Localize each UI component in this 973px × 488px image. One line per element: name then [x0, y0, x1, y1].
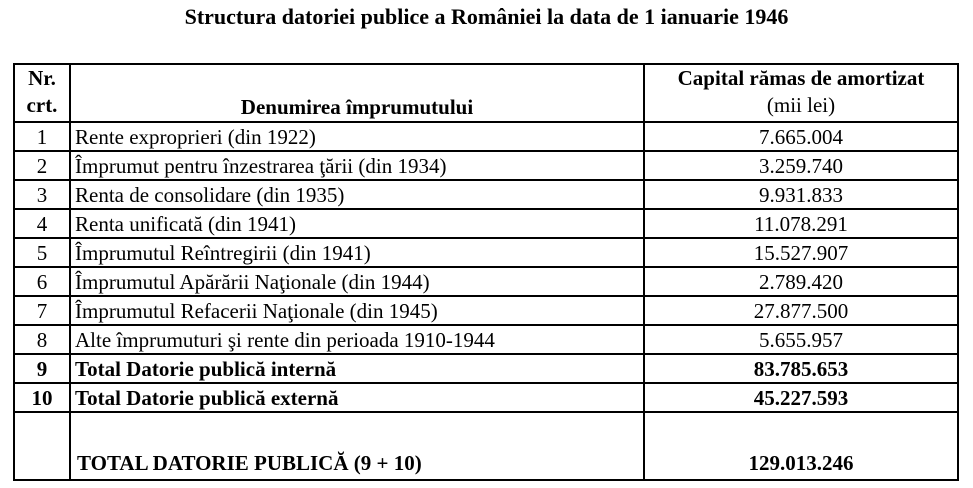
loan-name: Împrumutul Refacerii Naţionale (din 1945) — [70, 296, 644, 325]
loan-name: Renta unificată (din 1941) — [70, 209, 644, 238]
row-number — [14, 412, 70, 480]
loan-name: Împrumutul Reîntregirii (din 1941) — [70, 238, 644, 267]
header-capital — [644, 64, 958, 122]
capital-value: 5.655.957 — [644, 325, 958, 354]
table-header-row — [14, 64, 958, 122]
row-number: 3 — [14, 180, 70, 209]
capital-value: 11.078.291 — [644, 209, 958, 238]
header-nr-crt — [14, 64, 70, 122]
capital-value: 9.931.833 — [644, 180, 958, 209]
page-title: Structura datoriei publice a României la data de 1 ianuarie 1946 — [184, 4, 789, 29]
table-row — [14, 238, 958, 267]
table-row — [14, 267, 958, 296]
table-row — [14, 122, 958, 151]
table-row — [14, 180, 958, 209]
grand-total-row — [14, 412, 958, 480]
loan-name: Împrumutul Apărării Naţionale (din 1944) — [70, 267, 644, 296]
internal-debt-total-row — [14, 354, 958, 383]
grand-total-label: TOTAL DATORIE PUBLICĂ (9 + 10) — [70, 412, 644, 480]
row-number: 9 — [14, 354, 70, 383]
capital-value: 45.227.593 — [644, 383, 958, 412]
row-number: 1 — [14, 122, 70, 151]
capital-value: 15.527.907 — [644, 238, 958, 267]
row-number: 8 — [14, 325, 70, 354]
row-number: 10 — [14, 383, 70, 412]
table-row — [14, 209, 958, 238]
loan-name: Total Datorie publică externă — [70, 383, 644, 412]
capital-value: 3.259.740 — [644, 151, 958, 180]
row-number: 7 — [14, 296, 70, 325]
capital-value: 7.665.004 — [644, 122, 958, 151]
table-row — [14, 325, 958, 354]
header-capital-title: Capital rămas de amortizat — [677, 66, 925, 90]
public-debt-table — [13, 63, 959, 481]
loan-name: Împrumut pentru înzestrarea ţării (din 1934) — [70, 151, 644, 180]
row-number: 2 — [14, 151, 70, 180]
grand-total-value: 129.013.246 — [644, 412, 958, 480]
loan-name: Renta de consolidare (din 1935) — [70, 180, 644, 209]
loan-name: Rente exproprieri (din 1922) — [70, 122, 644, 151]
header-nr-line1: Nr. — [28, 66, 56, 90]
capital-value: 83.785.653 — [644, 354, 958, 383]
header-capital-unit: (mii lei) — [766, 93, 836, 117]
external-debt-total-row — [14, 383, 958, 412]
loan-name: Total Datorie publică internă — [70, 354, 644, 383]
capital-value: 27.877.500 — [644, 296, 958, 325]
header-nr-line2: crt. — [26, 93, 58, 117]
table-row — [14, 151, 958, 180]
header-loan-name: Denumirea împrumutului — [70, 64, 644, 122]
loan-name: Alte împrumuturi şi rente din perioada 1910-1944 — [70, 325, 644, 354]
capital-value: 2.789.420 — [644, 267, 958, 296]
row-number: 5 — [14, 238, 70, 267]
row-number: 4 — [14, 209, 70, 238]
table-row — [14, 296, 958, 325]
row-number: 6 — [14, 267, 70, 296]
